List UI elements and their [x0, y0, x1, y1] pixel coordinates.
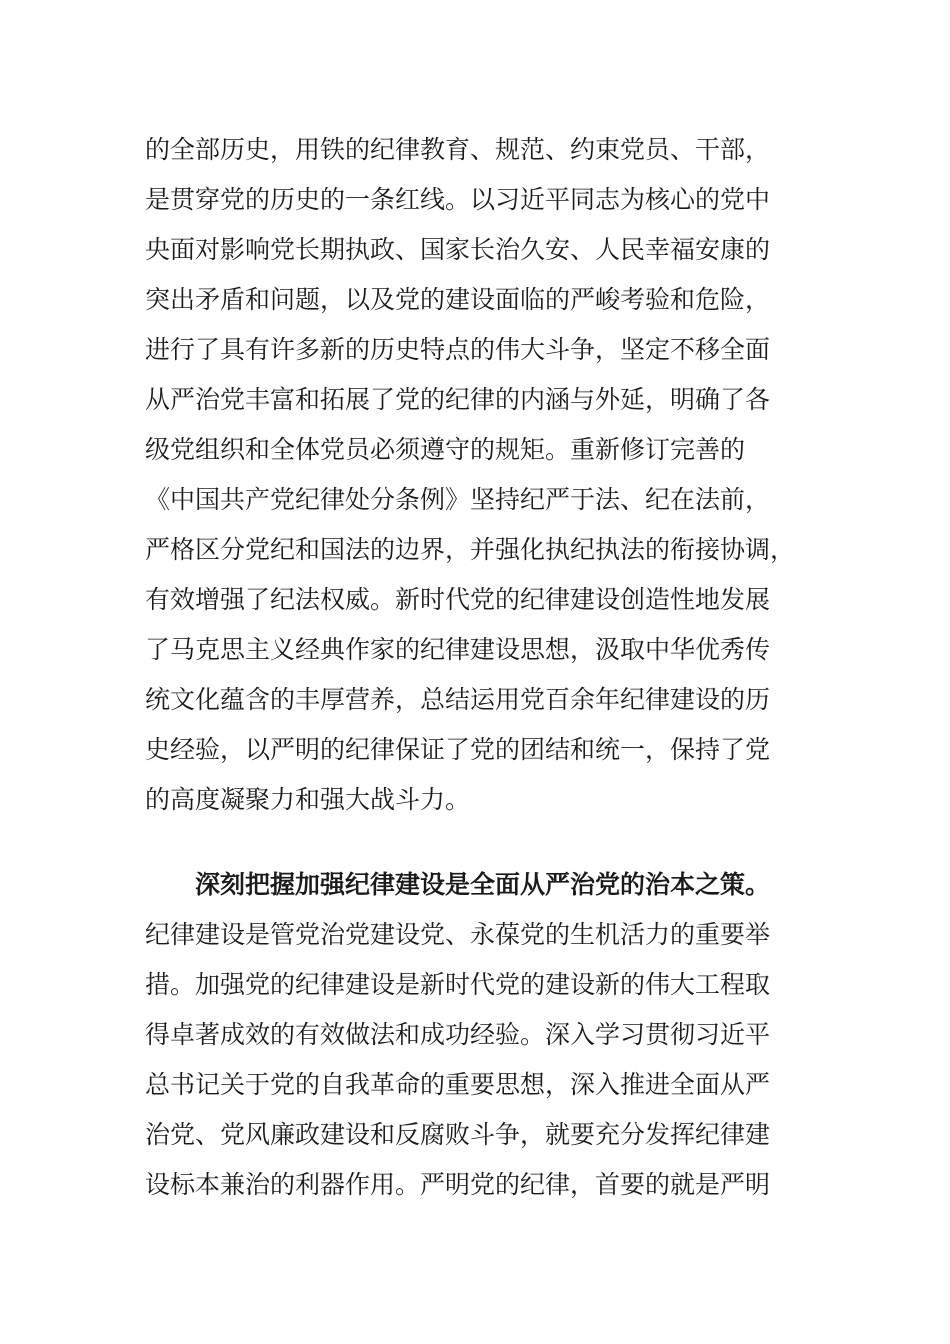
- text-line: 央面对影响党长期执政、国家长治久安、人民幸福安康的: [145, 235, 771, 264]
- text-line: 有效增强了纪法权威。新时代党的纪律建设创造性地发展: [145, 585, 771, 614]
- text-line: 是贯穿党的历史的一条红线。以习近平同志为核心的党中: [145, 185, 771, 214]
- paragraph-2: [145, 860, 825, 1210]
- text-line: 《中国共产党纪律处分条例》坚持纪严于法、纪在法前，: [145, 485, 771, 514]
- text-line: 措。加强党的纪律建设是新时代党的建设新的伟大工程取: [145, 970, 771, 999]
- text-line: 了马克思主义经典作家的纪律建设思想，汲取中华优秀传: [145, 635, 771, 664]
- text-line: 总书记关于党的自我革命的重要思想，深入推进全面从严: [145, 1070, 771, 1099]
- text-line: 进行了具有许多新的历史特点的伟大斗争，坚定不移全面: [145, 335, 771, 364]
- text-line: 统文化蕴含的丰厚营养，总结运用党百余年纪律建设的历: [145, 685, 771, 714]
- text-line: 的全部历史，用铁的纪律教育、规范、约束党员、干部，: [145, 135, 771, 164]
- text-line: 从严治党丰富和拓展了党的纪律的内涵与外延，明确了各: [145, 385, 771, 414]
- text-line: 得卓著成效的有效做法和成功经验。深入学习贯彻习近平: [145, 1020, 771, 1049]
- text-line: 史经验，以严明的纪律保证了党的团结和统一，保持了党: [145, 735, 771, 764]
- paragraph-1: [145, 125, 825, 825]
- text-line: 级党组织和全体党员必须遵守的规矩。重新修订完善的: [145, 435, 746, 464]
- text-line: 设标本兼治的利器作用。严明党的纪律，首要的就是严明: [145, 1170, 771, 1199]
- text-line: 的高度凝聚力和强大战斗力。: [145, 785, 471, 814]
- text-line: 纪律建设是管党治党建设党、永葆党的生机活力的重要举: [145, 920, 771, 949]
- text-line: 突出矛盾和问题，以及党的建设面临的严峻考验和危险，: [145, 285, 771, 314]
- text-line: 严格区分党纪和国法的边界，并强化执纪执法的衔接协调，: [145, 535, 796, 564]
- paragraph-heading: 深刻把握加强纪律建设是全面从严治党的治本之策。: [195, 870, 771, 899]
- text-line: 治党、党风廉政建设和反腐败斗争，就要充分发挥纪律建: [145, 1120, 771, 1149]
